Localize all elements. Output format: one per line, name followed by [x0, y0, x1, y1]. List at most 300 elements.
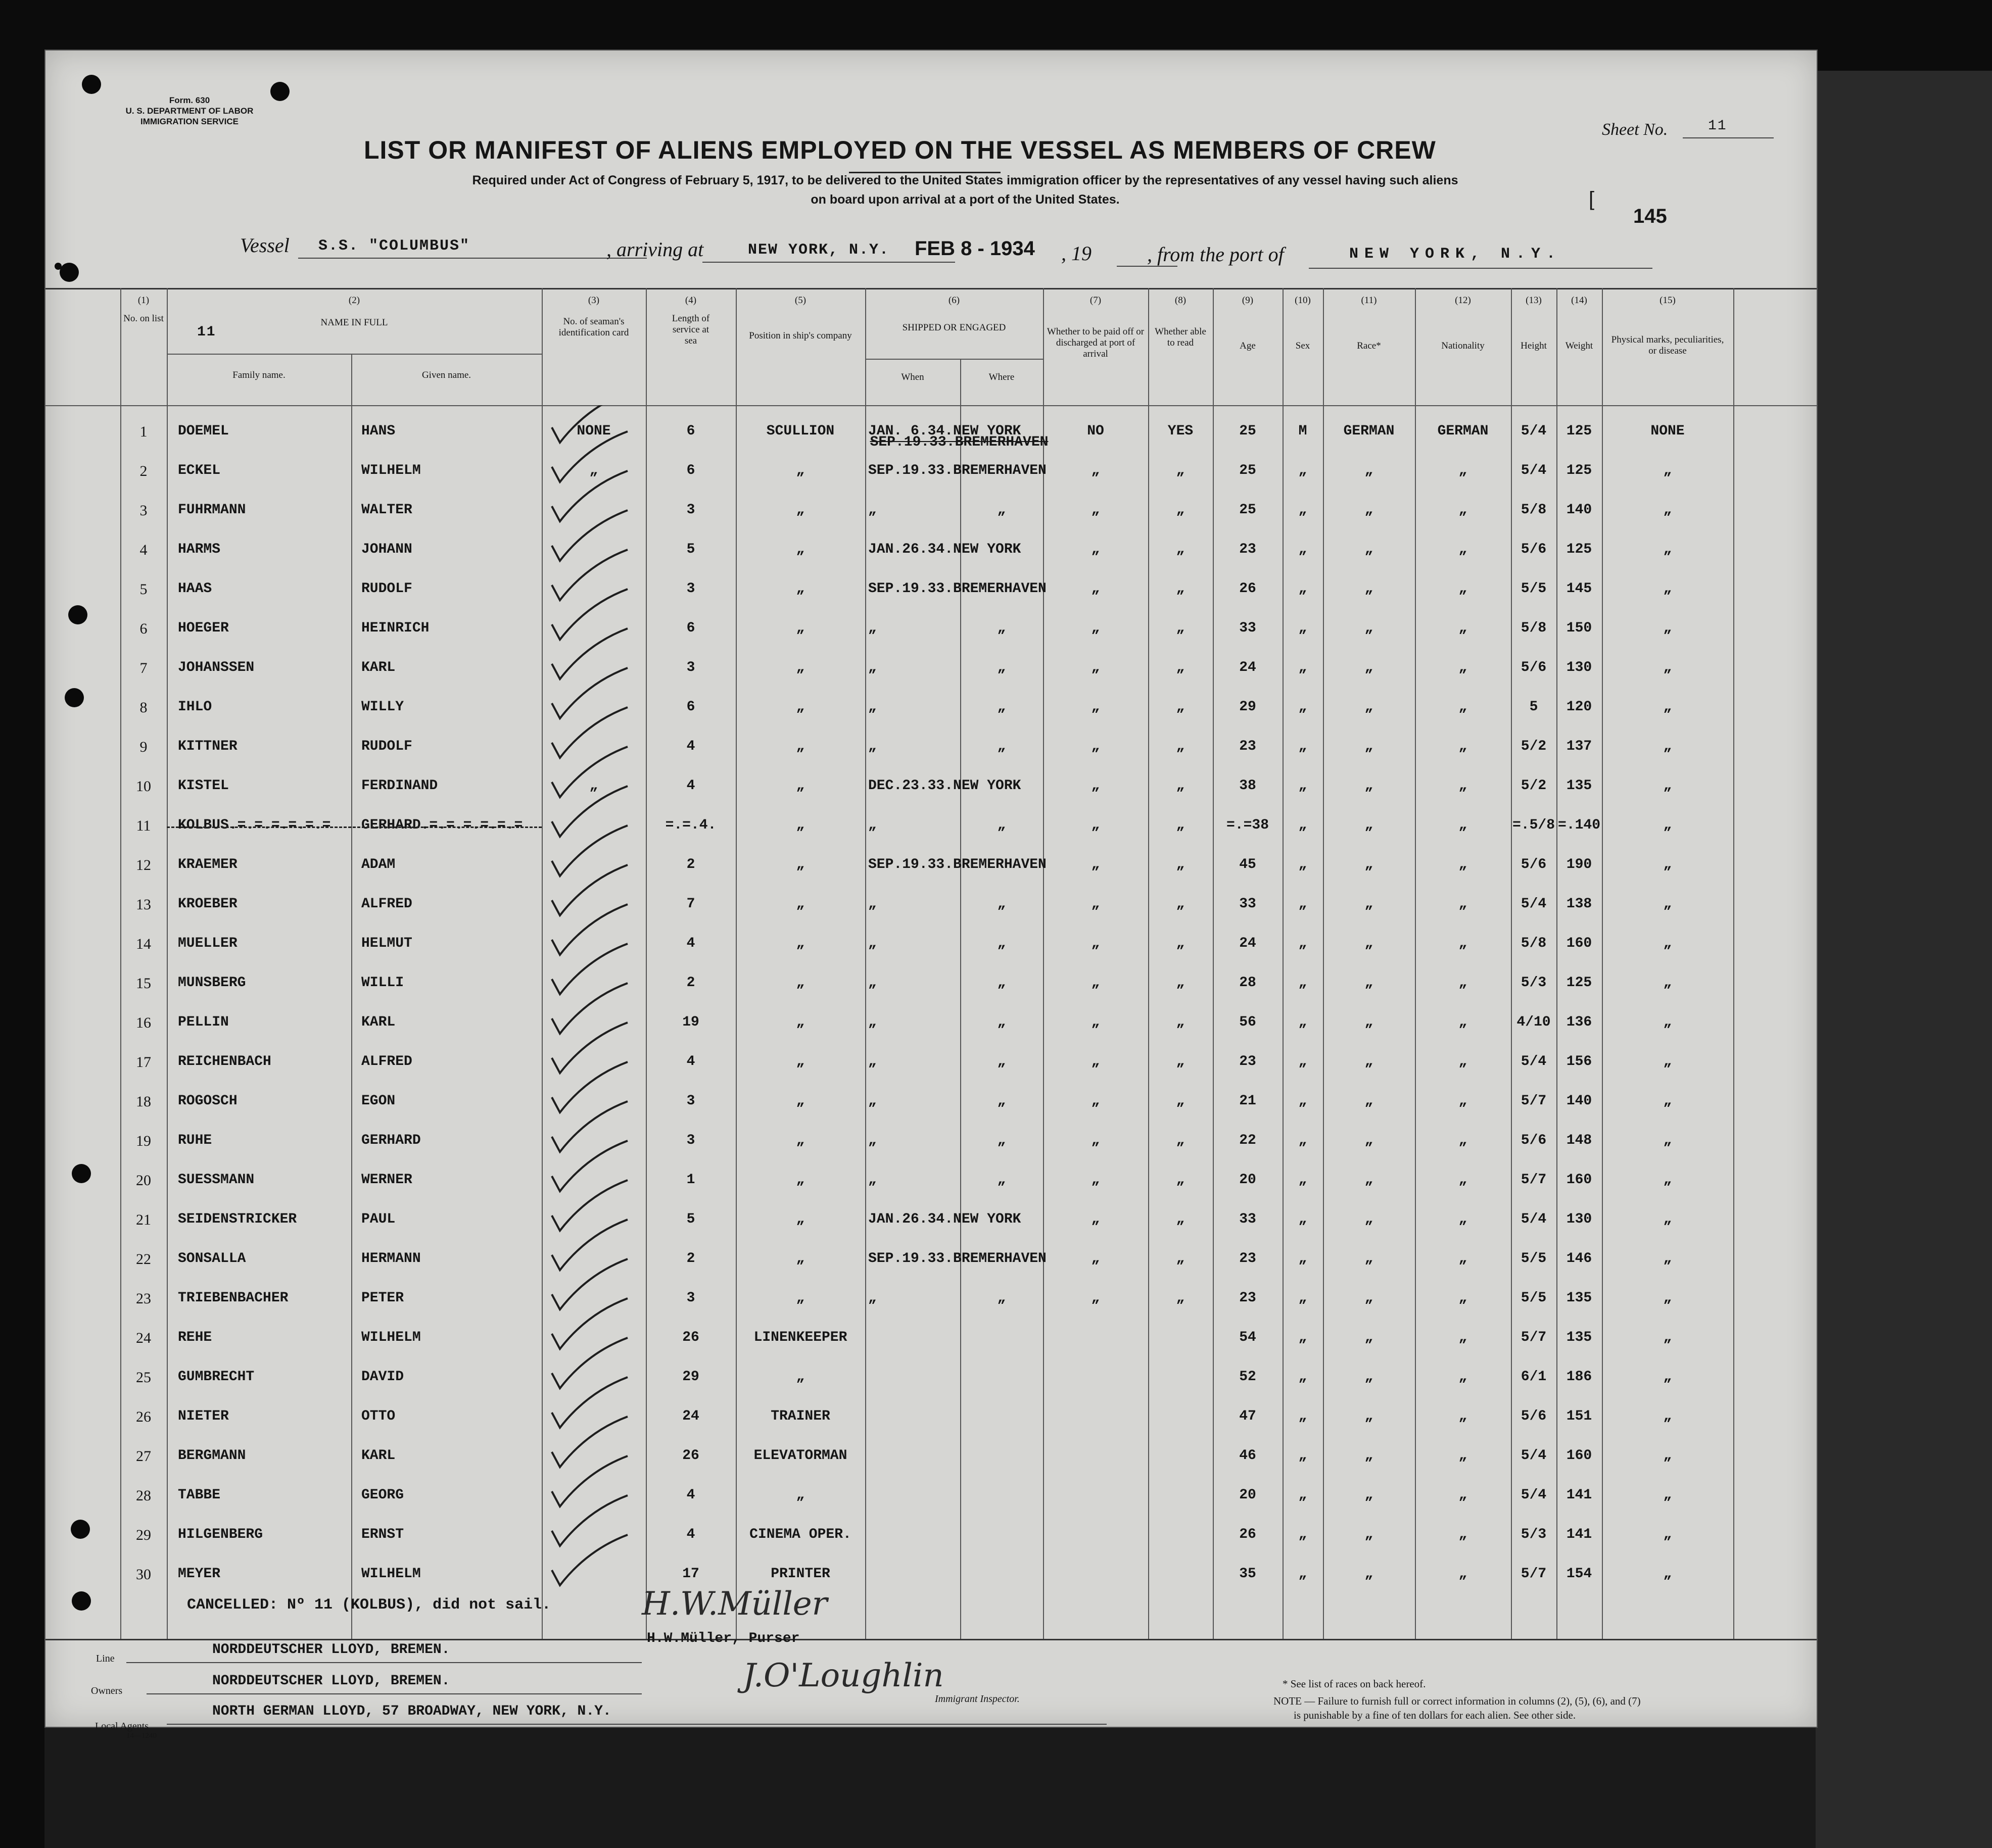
- cell-sex: „: [1298, 896, 1307, 912]
- cell-nationality: „: [1458, 1487, 1467, 1503]
- cell-position: ELEVATORMAN: [753, 1448, 847, 1464]
- line-value: NORDDEUTSCHER LLOYD, BREMEN.: [212, 1642, 450, 1658]
- cell-sex: „: [1298, 778, 1307, 794]
- cell-height: 5/6: [1521, 660, 1547, 675]
- cell-nationality: „: [1458, 1448, 1467, 1464]
- subtitle-line-2: on board upon arrival at a port of the United States.: [811, 192, 1120, 207]
- cell-sex: „: [1298, 620, 1307, 636]
- cell-read: „: [1176, 502, 1185, 518]
- cell-sex: „: [1298, 1211, 1307, 1227]
- cell-given: FERDINAND: [361, 778, 438, 794]
- cell-sex: M: [1298, 423, 1307, 439]
- col-5-number: (5): [794, 295, 807, 306]
- cell-no: 24: [136, 1330, 151, 1346]
- cell-paid: „: [1091, 542, 1100, 557]
- cell-card: „: [589, 463, 598, 478]
- table-row: [45, 1319, 1817, 1358]
- cell-sex: „: [1298, 542, 1307, 557]
- cancelled-row-strike: [167, 826, 542, 828]
- cell-when: SEP.19.33.BREMERHAVEN: [868, 463, 1047, 478]
- cell-given: DAVID: [361, 1369, 404, 1385]
- cell-family: REICHENBACH: [178, 1054, 271, 1069]
- dark-background-bottom: [44, 1726, 1816, 1848]
- cell-nationality: „: [1458, 699, 1467, 715]
- cell-weight: 138: [1566, 896, 1592, 912]
- cell-read: „: [1176, 620, 1185, 636]
- vessel-line: [298, 258, 647, 259]
- table-row: [45, 1397, 1817, 1437]
- cell-no: 16: [136, 1014, 151, 1031]
- cell-no: 8: [139, 699, 148, 716]
- col-3-header: No. of seaman's identification card: [558, 316, 629, 338]
- cell-no: 9: [139, 739, 148, 755]
- cell-height: 5/4: [1521, 1054, 1547, 1069]
- shipped-subheader-line: [865, 359, 1043, 360]
- table-row: [45, 570, 1817, 609]
- cell-age: 20: [1239, 1487, 1256, 1503]
- stamped-page-number: 145: [1633, 205, 1667, 227]
- cell-service: 2: [686, 975, 695, 991]
- cell-family: HARMS: [178, 542, 221, 557]
- cell-nationality: „: [1458, 817, 1467, 833]
- cell-sex: „: [1298, 1054, 1307, 1069]
- cell-given: ERNST: [361, 1527, 404, 1542]
- cell-family: PELLIN: [178, 1014, 229, 1030]
- cell-position: „: [796, 660, 805, 675]
- cell-no: 4: [139, 542, 148, 558]
- cell-height: 5/5: [1521, 1251, 1547, 1267]
- cell-service: 4: [686, 1527, 695, 1542]
- inspector-signature: J.O'Loughlin: [743, 1657, 944, 1694]
- cell-given: HANS: [361, 423, 396, 439]
- cell-weight: 148: [1566, 1133, 1592, 1148]
- cell-race: „: [1364, 1251, 1373, 1267]
- cell-where: „: [997, 502, 1006, 518]
- cell-family: SONSALLA: [178, 1251, 246, 1267]
- cell-card: NONE: [577, 423, 611, 439]
- cell-marks: „: [1663, 1251, 1672, 1267]
- binder-hole: [270, 82, 290, 101]
- cell-where: „: [997, 739, 1006, 754]
- cell-sex: „: [1298, 1251, 1307, 1267]
- cell-height: 5/3: [1521, 975, 1547, 991]
- cell-read: „: [1176, 1054, 1185, 1069]
- dark-background-right: [1816, 71, 1992, 1848]
- cell-weight: =.140: [1557, 817, 1600, 833]
- table-row: [45, 1200, 1817, 1240]
- cell-position: „: [796, 778, 805, 794]
- col-14-header: Weight: [1565, 341, 1593, 351]
- cell-nationality: „: [1458, 1211, 1467, 1227]
- cell-family: KROEBER: [178, 896, 238, 912]
- cell-when: „: [868, 1172, 877, 1188]
- cell-given: WILHELM: [361, 1566, 421, 1582]
- cell-position: SCULLION: [766, 423, 835, 439]
- col-9-number: (9): [1242, 295, 1254, 306]
- note-text-1: — Failure to furnish full or correct information in columns (2), (5), (6), and (7): [1304, 1695, 1641, 1707]
- cell-where: „: [997, 896, 1006, 912]
- cell-nationality: „: [1458, 502, 1467, 518]
- table-row: [45, 727, 1817, 767]
- cell-read: „: [1176, 1290, 1185, 1306]
- cell-marks: „: [1663, 699, 1672, 715]
- cell-age: 28: [1239, 975, 1256, 991]
- cell-marks: „: [1663, 542, 1672, 557]
- table-row: [45, 846, 1817, 885]
- cell-when: SEP.19.33.BREMERHAVEN: [868, 1251, 1047, 1267]
- cell-sex: „: [1298, 581, 1307, 597]
- cell-given: WERNER: [361, 1172, 412, 1188]
- agents-label: Local Agents: [95, 1721, 149, 1732]
- cell-service: 2: [686, 857, 695, 872]
- col-7-header: Whether to be paid off or discharged at port of arrival: [1047, 326, 1145, 359]
- table-row: [45, 767, 1817, 806]
- cell-weight: 140: [1566, 502, 1592, 518]
- cell-when: „: [868, 936, 877, 951]
- cell-race: „: [1364, 699, 1373, 715]
- cell-age: 38: [1239, 778, 1256, 794]
- cell-no: 14: [136, 936, 151, 952]
- cell-age: 45: [1239, 857, 1256, 872]
- cell-age: 25: [1239, 423, 1256, 439]
- cell-position: „: [796, 896, 805, 912]
- cell-age: 33: [1239, 620, 1256, 636]
- cell-no: 13: [136, 896, 151, 913]
- cell-read: „: [1176, 542, 1185, 557]
- cell-where: „: [997, 660, 1006, 675]
- cell-when: „: [868, 502, 877, 518]
- cell-age: 20: [1239, 1172, 1256, 1188]
- cell-given: GEORG: [361, 1487, 404, 1503]
- cell-family: ROGOSCH: [178, 1093, 238, 1109]
- table-row: [45, 964, 1817, 1003]
- cell-service: 17: [682, 1566, 699, 1582]
- cell-paid: NO: [1087, 423, 1104, 439]
- cell-given: WILLI: [361, 975, 404, 991]
- cell-weight: 160: [1566, 1172, 1592, 1188]
- cell-height: 5/8: [1521, 936, 1547, 951]
- cell-when: DEC.23.33.NEW YORK: [868, 778, 1021, 794]
- cell-read: „: [1176, 463, 1185, 478]
- cell-age: 35: [1239, 1566, 1256, 1582]
- table-bottom-border: [45, 1639, 1817, 1640]
- subtitle-line-1: Required under Act of Congress of February 5, 1917, to be delivered to the United States immigration officer by the representatives of any vessel having such aliens: [472, 173, 1458, 187]
- from-port-label: , from the port of: [1147, 243, 1284, 266]
- cell-no: 11: [136, 817, 151, 834]
- cell-age: 46: [1239, 1448, 1256, 1464]
- cell-weight: 151: [1566, 1408, 1592, 1424]
- cell-sex: „: [1298, 1133, 1307, 1148]
- cell-race: „: [1364, 778, 1373, 794]
- cell-family: KITTNER: [178, 739, 238, 754]
- cell-race: „: [1364, 502, 1373, 518]
- cell-age: 22: [1239, 1133, 1256, 1148]
- vessel-name: S.S. "COLUMBUS": [318, 237, 470, 255]
- cell-sex: „: [1298, 1487, 1307, 1503]
- cell-race: „: [1364, 620, 1373, 636]
- cell-height: 5/6: [1521, 1408, 1547, 1424]
- table-row: [45, 1082, 1817, 1122]
- cell-when: „: [868, 1014, 877, 1030]
- cell-given: GERHARD: [361, 1133, 421, 1148]
- col-1-number: (1): [137, 295, 150, 306]
- cell-race: „: [1364, 739, 1373, 754]
- cell-family: RUHE: [178, 1133, 212, 1148]
- cell-race: „: [1364, 1054, 1373, 1069]
- cell-paid: „: [1091, 739, 1100, 754]
- table-row: [45, 1516, 1817, 1555]
- cell-height: 5/4: [1521, 1211, 1547, 1227]
- col-2-sheet-number: 11: [197, 324, 216, 340]
- table-row: [45, 688, 1817, 727]
- cell-read: „: [1176, 778, 1185, 794]
- cell-height: 5/7: [1521, 1330, 1547, 1345]
- cell-race: „: [1364, 1093, 1373, 1109]
- cell-position: „: [796, 739, 805, 754]
- cell-paid: „: [1091, 699, 1100, 715]
- cell-position: LINENKEEPER: [753, 1330, 847, 1345]
- cell-family: DOEMEL: [178, 423, 229, 439]
- cell-position: „: [796, 620, 805, 636]
- side-mark: [: [1589, 188, 1595, 210]
- cell-sex: „: [1298, 1093, 1307, 1109]
- cell-marks: „: [1663, 1527, 1672, 1542]
- cell-nationality: „: [1458, 1566, 1467, 1582]
- cell-age: 54: [1239, 1330, 1256, 1345]
- cell-paid: „: [1091, 1251, 1100, 1267]
- cell-where: SEP.19.33.BREMERHAVEN: [870, 434, 1049, 450]
- cell-family: FUHRMANN: [178, 502, 246, 518]
- cell-read: YES: [1167, 423, 1194, 439]
- cell-no: 27: [136, 1448, 151, 1465]
- cell-nationality: „: [1458, 660, 1467, 675]
- owners-underline: [147, 1693, 642, 1694]
- cell-weight: 120: [1566, 699, 1592, 715]
- cell-marks: „: [1663, 1014, 1672, 1030]
- owners-label: Owners: [91, 1685, 123, 1696]
- cell-height: 6/1: [1521, 1369, 1547, 1385]
- cell-sex: „: [1298, 1408, 1307, 1424]
- table-row: [45, 412, 1817, 452]
- cell-sex: „: [1298, 699, 1307, 715]
- cell-where: „: [997, 975, 1006, 991]
- cell-family: ECKEL: [178, 463, 221, 478]
- cell-sex: „: [1298, 502, 1307, 518]
- cell-read: „: [1176, 1251, 1185, 1267]
- binder-hole: [55, 263, 62, 270]
- cell-given: KARL: [361, 1448, 396, 1464]
- cell-where: „: [997, 1172, 1006, 1188]
- cell-given: ALFRED: [361, 1054, 412, 1069]
- cell-paid: „: [1091, 896, 1100, 912]
- cell-paid: „: [1091, 660, 1100, 675]
- note-label: NOTE: [1273, 1695, 1302, 1707]
- cell-race: „: [1364, 463, 1373, 478]
- cell-height: 5/4: [1521, 463, 1547, 478]
- inspector-label: Immigrant Inspector.: [935, 1693, 1020, 1705]
- cell-service: 5: [686, 542, 695, 557]
- purser-name: H.W.Müller, Purser: [647, 1631, 800, 1646]
- cell-service: 6: [686, 620, 695, 636]
- cell-age: 56: [1239, 1014, 1256, 1030]
- col-6-header: SHIPPED OR ENGAGED: [902, 322, 1006, 333]
- cell-height: 5/6: [1521, 857, 1547, 872]
- cell-height: 5/4: [1521, 1448, 1547, 1464]
- cell-marks: „: [1663, 1290, 1672, 1306]
- cell-read: „: [1176, 1172, 1185, 1188]
- cell-position: „: [796, 817, 805, 833]
- cell-weight: 141: [1566, 1527, 1592, 1542]
- cell-height: 5/6: [1521, 1133, 1547, 1148]
- cell-read: „: [1176, 1133, 1185, 1148]
- cell-position: „: [796, 1211, 805, 1227]
- cell-position: „: [796, 502, 805, 518]
- col-8-number: (8): [1174, 295, 1187, 306]
- col-11-header: Race*: [1357, 341, 1381, 351]
- cell-service: 3: [686, 1093, 695, 1109]
- table-row: [45, 885, 1817, 925]
- cell-race: „: [1364, 1487, 1373, 1503]
- cell-no: 21: [136, 1211, 151, 1228]
- cell-weight: 136: [1566, 1014, 1592, 1030]
- owners-value: NORDDEUTSCHER LLOYD, BREMEN.: [212, 1673, 450, 1689]
- table-row: [45, 1122, 1817, 1161]
- cell-family: TABBE: [178, 1487, 221, 1503]
- cell-family: SUESSMANN: [178, 1172, 255, 1188]
- cell-family: KRAEMER: [178, 857, 238, 872]
- cell-race: „: [1364, 1211, 1373, 1227]
- from-port: NEW YORK, N.Y.: [1349, 246, 1562, 263]
- cell-sex: „: [1298, 1290, 1307, 1306]
- cell-position: „: [796, 936, 805, 951]
- cell-service: 2: [686, 1251, 695, 1267]
- cell-weight: 160: [1566, 1448, 1592, 1464]
- cell-race: „: [1364, 857, 1373, 872]
- table-top-border: [45, 288, 1817, 289]
- cell-service: 3: [686, 581, 695, 597]
- cell-weight: 160: [1566, 936, 1592, 951]
- cell-height: 5: [1529, 699, 1538, 715]
- cell-race: „: [1364, 1527, 1373, 1542]
- cell-paid: „: [1091, 1211, 1100, 1227]
- cell-when: „: [868, 975, 877, 991]
- given-name-header: Given name.: [421, 370, 471, 380]
- cell-paid: „: [1091, 581, 1100, 597]
- col-9-header: Age: [1240, 341, 1256, 351]
- col-3-number: (3): [588, 295, 600, 306]
- cell-no: 6: [139, 620, 148, 637]
- binder-hole: [82, 75, 101, 94]
- cell-when: „: [868, 896, 877, 912]
- cell-family: NIETER: [178, 1408, 229, 1424]
- races-note: * See list of races on back hereof.: [1283, 1678, 1426, 1690]
- sheet-number-label: Sheet No.: [1602, 120, 1668, 139]
- arrival-date-stamp: FEB 8 - 1934: [915, 237, 1035, 260]
- cell-position: „: [796, 1093, 805, 1109]
- table-row: [45, 1043, 1817, 1082]
- cell-no: 17: [136, 1054, 151, 1071]
- cell-where: „: [997, 1290, 1006, 1306]
- cell-weight: 137: [1566, 739, 1592, 754]
- cell-given: ADAM: [361, 857, 396, 872]
- cell-weight: 156: [1566, 1054, 1592, 1069]
- cell-given: PAUL: [361, 1211, 396, 1227]
- cell-paid: „: [1091, 1172, 1100, 1188]
- cell-nationality: „: [1458, 778, 1467, 794]
- cell-when: „: [868, 699, 877, 715]
- cell-when: JAN.26.34.NEW YORK: [868, 542, 1021, 557]
- table-row: [45, 1161, 1817, 1200]
- cell-given: WALTER: [361, 502, 412, 518]
- cell-position: CINEMA OPER.: [749, 1527, 851, 1542]
- cell-weight: 135: [1566, 778, 1592, 794]
- cell-weight: 190: [1566, 857, 1592, 872]
- cell-position: „: [796, 1054, 805, 1069]
- col-5-header: Position in ship's company: [749, 330, 852, 341]
- col-15-number: (15): [1659, 295, 1676, 306]
- cell-age: 25: [1239, 502, 1256, 518]
- cell-service: 7: [686, 896, 695, 912]
- line-underline: [126, 1662, 642, 1663]
- cell-where: „: [997, 936, 1006, 951]
- page-title: LIST OR MANIFEST OF ALIENS EMPLOYED ON THE VESSEL AS MEMBERS OF CREW: [364, 136, 1436, 164]
- where-header: Where: [988, 372, 1015, 382]
- cell-family: GUMBRECHT: [178, 1369, 255, 1385]
- cell-where: „: [997, 1014, 1006, 1030]
- cell-given: JOHANN: [361, 542, 412, 557]
- cell-race: „: [1364, 1369, 1373, 1385]
- cell-no: 28: [136, 1487, 151, 1504]
- cell-nationality: „: [1458, 1172, 1467, 1188]
- cell-no: 18: [136, 1093, 151, 1110]
- cell-marks: „: [1663, 896, 1672, 912]
- cell-service: 3: [686, 502, 695, 518]
- cell-marks: „: [1663, 739, 1672, 754]
- cell-given: WILHELM: [361, 463, 421, 478]
- cell-where: „: [997, 699, 1006, 715]
- cell-nationality: „: [1458, 463, 1467, 478]
- cell-family: MUELLER: [178, 936, 238, 951]
- cell-height: =.5/8: [1512, 817, 1555, 833]
- cell-race: „: [1364, 581, 1373, 597]
- cell-sex: „: [1298, 817, 1307, 833]
- col-11-number: (11): [1361, 295, 1377, 306]
- agents-value: NORTH GERMAN LLOYD, 57 BROADWAY, NEW YORK, N.Y.: [212, 1704, 611, 1719]
- cell-age: 23: [1239, 542, 1256, 557]
- cell-sex: „: [1298, 463, 1307, 478]
- col-12-number: (12): [1455, 295, 1471, 306]
- cell-height: 5/6: [1521, 542, 1547, 557]
- cell-service: 3: [686, 660, 695, 675]
- cell-family: KOLBUS.=.=.=.=.=.=: [178, 817, 331, 833]
- cell-nationality: „: [1458, 1408, 1467, 1424]
- cell-position: „: [796, 1369, 805, 1385]
- cell-marks: „: [1663, 778, 1672, 794]
- cell-weight: 125: [1566, 423, 1592, 439]
- cell-no: 22: [136, 1251, 151, 1268]
- cell-service: 1: [686, 1172, 695, 1188]
- cell-marks: „: [1663, 817, 1672, 833]
- cell-weight: 150: [1566, 620, 1592, 636]
- cell-nationality: „: [1458, 936, 1467, 951]
- cell-no: 2: [139, 463, 148, 479]
- cell-position: „: [796, 857, 805, 872]
- cell-no: 1: [139, 423, 148, 440]
- cell-given: KARL: [361, 660, 396, 675]
- cell-age: 26: [1239, 581, 1256, 597]
- table-row: [45, 1476, 1817, 1516]
- cell-race: „: [1364, 1172, 1373, 1188]
